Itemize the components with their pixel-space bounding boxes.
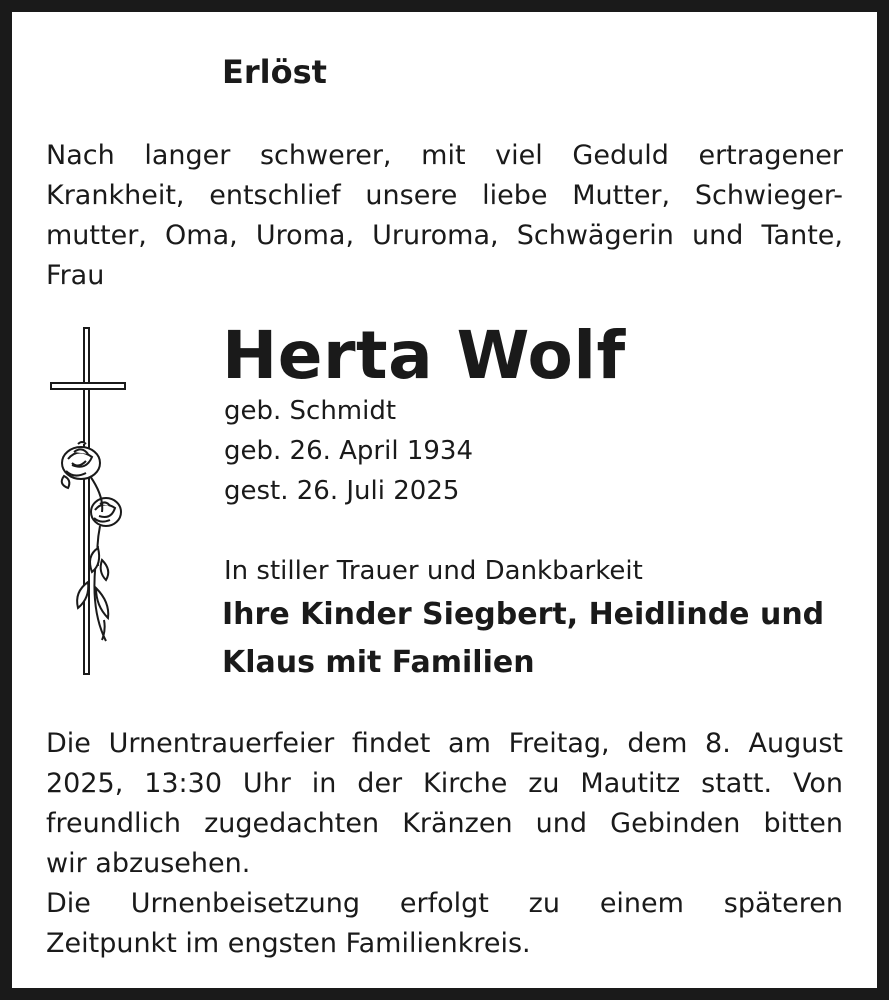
mourners-line: Ihre Kinder Siegbert, Heidlinde und <box>222 597 825 632</box>
closing-line: 2025, 13:30 Uhr in der Kirche zu Mautitz statt. Von <box>46 768 843 799</box>
mourning-line: In stiller Trauer und Dankbarkeit <box>224 556 643 586</box>
intro-line: Nach langer schwerer, mit viel Geduld ertragener <box>46 140 843 171</box>
birth-name: geb. Schmidt <box>224 396 397 426</box>
intro-line: Krankheit, entschlief unsere liebe Mutter, Schwieger- <box>46 180 843 211</box>
intro-line: Frau <box>46 260 105 291</box>
deceased-name: Herta Wolf <box>222 317 626 394</box>
death-date: gest. 26. Juli 2025 <box>224 476 460 506</box>
closing-line: Die Urnentrauerfeier findet am Freitag, dem 8. August <box>46 728 843 759</box>
closing-line: Zeitpunkt im engsten Familienkreis. <box>46 928 531 959</box>
mourners-line: Klaus mit Familien <box>222 645 535 680</box>
closing-line: freundlich zugedachten Kränzen und Gebinden bitten <box>46 808 843 839</box>
closing-line: Die Urnenbeisetzung erfolgt zu einem späteren <box>46 888 843 919</box>
intro-line: mutter, Oma, Uroma, Ururoma, Schwägerin und Tante, <box>46 220 843 251</box>
closing-line: wir abzusehen. <box>46 848 251 879</box>
heading: Erlöst <box>222 53 327 91</box>
birth-date: geb. 26. April 1934 <box>224 436 474 466</box>
cross-with-roses-icon <box>48 326 128 678</box>
